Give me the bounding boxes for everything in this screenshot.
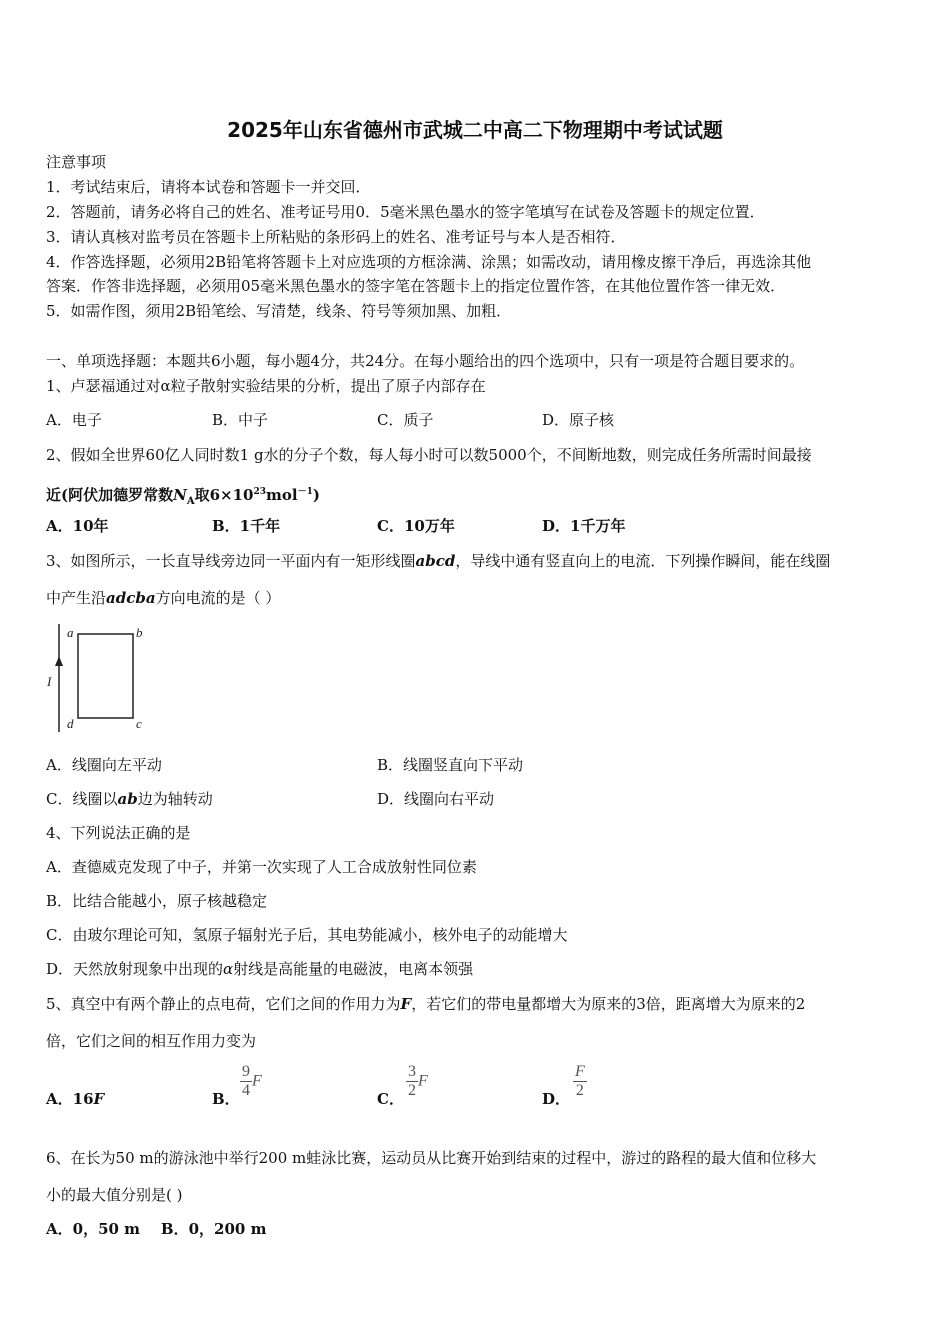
q4-stem: 4、下列说法正确的是 xyxy=(46,824,191,842)
notice-item: 1．考试结束后，请将本试卷和答题卡一并交回． xyxy=(46,178,371,196)
q2-option-c: C．10万年 xyxy=(377,517,455,535)
q3-figure xyxy=(44,620,154,736)
q5-option-b-label: B． xyxy=(212,1090,240,1108)
q3-option-d: D．线圈向右平动 xyxy=(377,790,495,808)
q1-option-d: D．原子核 xyxy=(542,411,615,429)
q6-stem-line2: 小的最大值分别是( ) xyxy=(46,1186,183,1204)
q3-stem-line2: 中产生沿adcba方向电流的是（ ） xyxy=(46,589,281,607)
q4-option-d: D．天然放射现象中出现的α射线是高能量的电磁波，电离本领强 xyxy=(46,960,474,978)
corner-d: d xyxy=(67,716,74,731)
q5-stem-line1: 5、真空中有两个静止的点电荷，它们之间的作用力为F，若它们的带电量都增大为原来的3倍，距离增大为原来的2 xyxy=(46,995,806,1013)
q5-option-a: A．16F xyxy=(46,1090,105,1108)
q2-option-a: A．10年 xyxy=(46,517,109,535)
q5-option-d-value: $\frac{F}{2}$ xyxy=(575,1063,585,1099)
q5-stem-line2: 倍，它们之间的相互作用力变为 xyxy=(46,1032,257,1050)
notice-heading: 注意事项 xyxy=(46,153,107,171)
notice-item: 答案．作答非选择题，必须用05毫米黑色墨水的签字笔在答题卡上的指定位置作答，在其他位置作答一律无效． xyxy=(46,277,786,295)
q5-option-c-value: $\frac{3}{2}$ F xyxy=(408,1063,428,1099)
q3-option-b: B．线圈竖直向下平动 xyxy=(377,756,524,774)
section-heading: 一、单项选择题：本题共6小题，每小题4分，共24分。在每小题给出的四个选项中，只有一项是符合题目要求的。 xyxy=(46,352,805,370)
notice-item: 2．答题前，请务必将自己的姓名、准考证号用0．5毫米黑色墨水的签字笔填写在试卷及答题卡的规定位置． xyxy=(46,203,765,221)
q6-stem-line1: 6、在长为50 m的游泳池中举行200 m蛙泳比赛，运动员从比赛开始到结束的过程中，游过的路程的最大值和位移大 xyxy=(46,1149,817,1167)
notice-item: 4．作答选择题，必须用2B铅笔将答题卡上对应选项的方框涂满、涂黑；如需改动，请用橡皮擦干净后，再选涂其他 xyxy=(46,253,812,271)
q1-option-c: C．质子 xyxy=(377,411,434,429)
corner-b: b xyxy=(136,625,143,640)
coil-rect xyxy=(78,634,133,718)
q3-option-c: C．线圈以ab边为轴转动 xyxy=(46,790,213,808)
q2-stem-line2: 近(阿伏加德罗常数$N_A$取$6\times 10^{23}mol^{-1}$) xyxy=(46,486,320,507)
q6-options: A．0，50 m B．0，200 m xyxy=(46,1220,267,1238)
q5-option-c-label: C． xyxy=(377,1090,404,1108)
corner-a: a xyxy=(67,625,74,640)
corner-c: c xyxy=(136,716,142,731)
q1-option-b: B．中子 xyxy=(212,411,269,429)
q4-option-b: B．比结合能越小，原子核越稳定 xyxy=(46,892,268,910)
page-title: 2025年山东省德州市武城二中高二下物理期中考试试题 xyxy=(227,118,723,142)
q2-option-b: B．1千年 xyxy=(212,517,281,535)
q4-option-c: C．由玻尔理论可知，氢原子辐射光子后，其电势能减小，核外电子的动能增大 xyxy=(46,926,568,944)
q4-option-a: A．查德威克发现了中子，并第一次实现了人工合成放射性同位素 xyxy=(46,858,477,876)
notice-item: 5．如需作图，须用2B铅笔绘、写清楚，线条、符号等须加黑、加粗． xyxy=(46,302,512,320)
notice-item: 3．请认真核对监考员在答题卡上所粘贴的条形码上的姓名、准考证号与本人是否相符． xyxy=(46,228,626,246)
current-arrow-icon xyxy=(55,656,63,666)
q3-option-a: A．线圈向左平动 xyxy=(46,756,162,774)
current-label: I xyxy=(47,674,52,689)
q5-option-d-label: D． xyxy=(542,1090,571,1108)
q5-option-b-value: $\frac{9}{4}$ F xyxy=(242,1063,262,1099)
q1-option-a: A．电子 xyxy=(46,411,102,429)
q2-option-d: D．1千万年 xyxy=(542,517,626,535)
q3-stem-line1: 3、如图所示，一长直导线旁边同一平面内有一矩形线圈abcd，导线中通有竖直向上的电流．下列操作瞬间，能在线圈 xyxy=(46,552,831,570)
q2-stem-line1: 2、假如全世界60亿人同时数1 g水的分子个数，每人每小时可以数5000个，不间断地数，则完成任务所需时间最接 xyxy=(46,446,812,464)
q1-stem: 1、卢瑟福通过对α粒子散射实验结果的分析，提出了原子内部存在 xyxy=(46,377,486,395)
